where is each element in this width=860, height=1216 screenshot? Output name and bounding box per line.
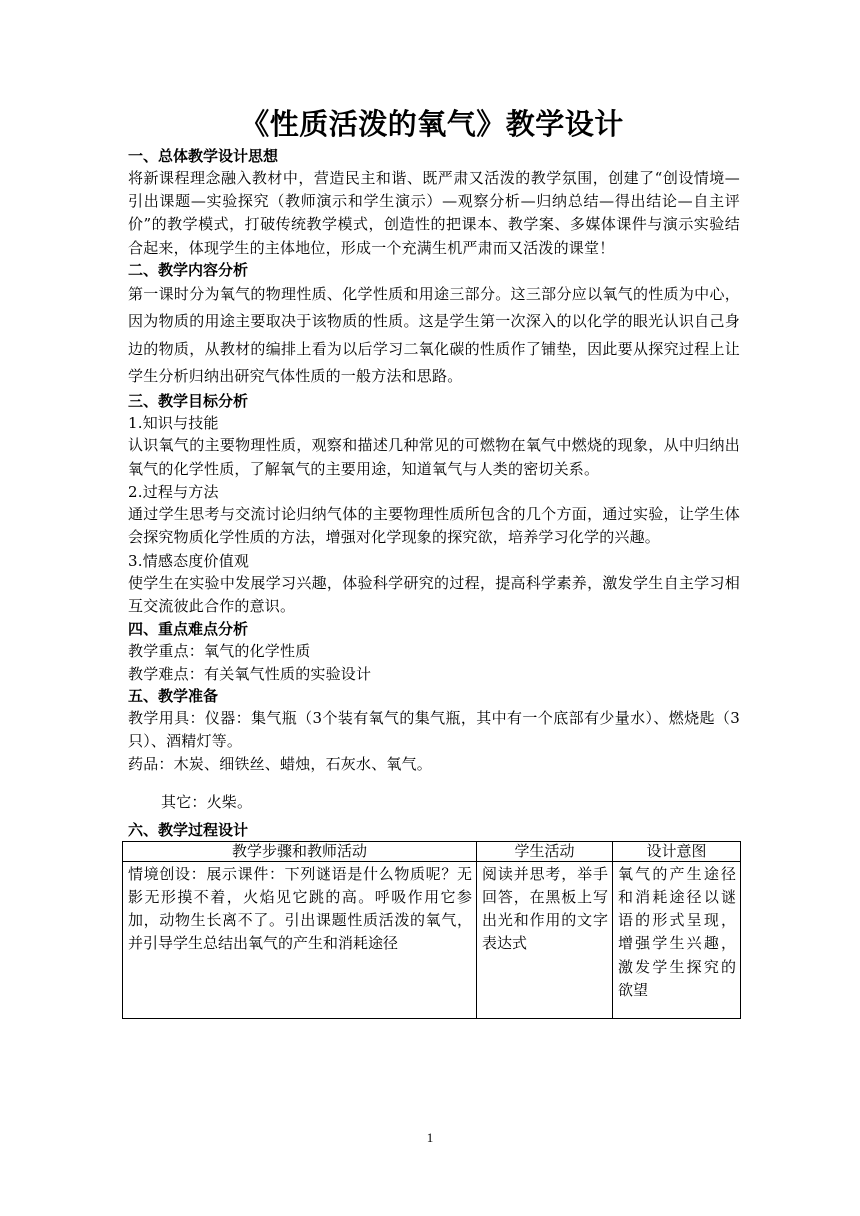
objective-process-body: 通过学生思考与交流讨论归纳气体的主要物理性质所包含的几个方面，通过实验，让学生体会探究物质化学性质的方法，增强对化学现象的探究欲，培养学习化学的兴趣。 — [128, 505, 740, 547]
table-header-row — [123, 841, 741, 861]
process-table — [122, 841, 741, 1019]
preparation-drugs: 药品：木炭、细铁丝、蜡烛，石灰水、氧气。 — [128, 755, 433, 774]
column-header-teacher: 教学步骤和教师活动 — [123, 841, 477, 861]
column-header-intent: 设计意图 — [613, 841, 741, 861]
objective-values-body: 使学生在实验中发展学习兴趣，体验科学研究的过程，提高科学素养，激发学生自主学习相互交流彼此合作的意识。 — [128, 574, 740, 616]
document-title: 《性质活泼的氧气》教学设计 — [240, 107, 624, 141]
section-heading-key-points: 四、重点难点分析 — [128, 619, 249, 638]
column-header-student: 学生活动 — [477, 841, 613, 861]
cell-design-intent: 氧气的产生途径和消耗途径以谜语的形式呈现，增强学生兴趣，激发学生探究的欲望 — [613, 861, 741, 1018]
objective-knowledge-heading: 1.知识与技能 — [128, 413, 219, 432]
objective-process-heading: 2.过程与方法 — [128, 482, 219, 501]
key-point-text: 教学重点：氧气的化学性质 — [128, 641, 311, 660]
table-row — [123, 861, 741, 1018]
preparation-tools: 教学用具：仪器：集气瓶（3个装有氧气的集气瓶，其中有一个底部有少量水）、燃烧匙（3只）、酒精灯等。 — [128, 708, 740, 751]
preparation-other: 其它：火柴。 — [161, 792, 253, 811]
section-heading-content-analysis: 二、教学内容分析 — [128, 260, 249, 279]
cell-student-activity: 阅读并思考，举手回答，在黑板上写出光和作用的文字表达式 — [477, 861, 613, 1018]
section-heading-preparation: 五、教学准备 — [128, 686, 219, 705]
section-heading-objectives: 三、教学目标分析 — [128, 391, 249, 410]
section-heading-process: 六、教学过程设计 — [128, 820, 249, 839]
objective-values-heading: 3.情感态度价值观 — [128, 551, 250, 570]
difficult-point-text: 教学难点：有关氧气性质的实验设计 — [128, 664, 372, 683]
section-body-design-idea: 将新课程理念融入教材中，营造民主和谐、既严肃又活泼的教学氛围，创建了“创设情境—引出课题—实验探究（教师演示和学生演示）—观察分析—归纳总结—得出结论—自主评价”的教学模式，打破传统教学模式，创造性的把课本、教学案、多媒体课件与演示实验结合起来，体现学生的主体地位，形成一个充满生机严肃而又活泼的课堂！ — [128, 169, 740, 257]
spacer — [128, 777, 740, 791]
page-number: 1 — [426, 1130, 434, 1145]
objective-knowledge-body: 认识氧气的主要物理性质，观察和描述几种常见的可燃物在氧气中燃烧的现象，从中归纳出氧气的化学性质，了解氧气的主要用途，知道氧气与人类的密切关系。 — [128, 436, 740, 478]
cell-teacher-activity: 情境创设：展示课件：下列谜语是什么物质呢？无影无形摸不着，火焰见它跳的高。呼吸作用它参加，动物生长离不了。引出课题性质活泼的氧气，并引导学生总结出氧气的产生和消耗途径 — [123, 861, 477, 1018]
section-heading-design-idea: 一、总体教学设计思想 — [128, 147, 279, 165]
document-page — [128, 104, 740, 1019]
section-body-content-analysis: 第一课时分为氧气的物理性质、化学性质和用途三部分。这三部分应以氧气的性质为中心，因为物质的用途主要取决于该物质的性质。这是学生第一次深入的以化学的眼光认识自己身边的物质，从教材的编排上看为以后学习二氧化碳的性质作了铺垫，因此要从探究过程上让学生分析归纳出研究气体性质的一般方法和思路。 — [128, 284, 740, 386]
